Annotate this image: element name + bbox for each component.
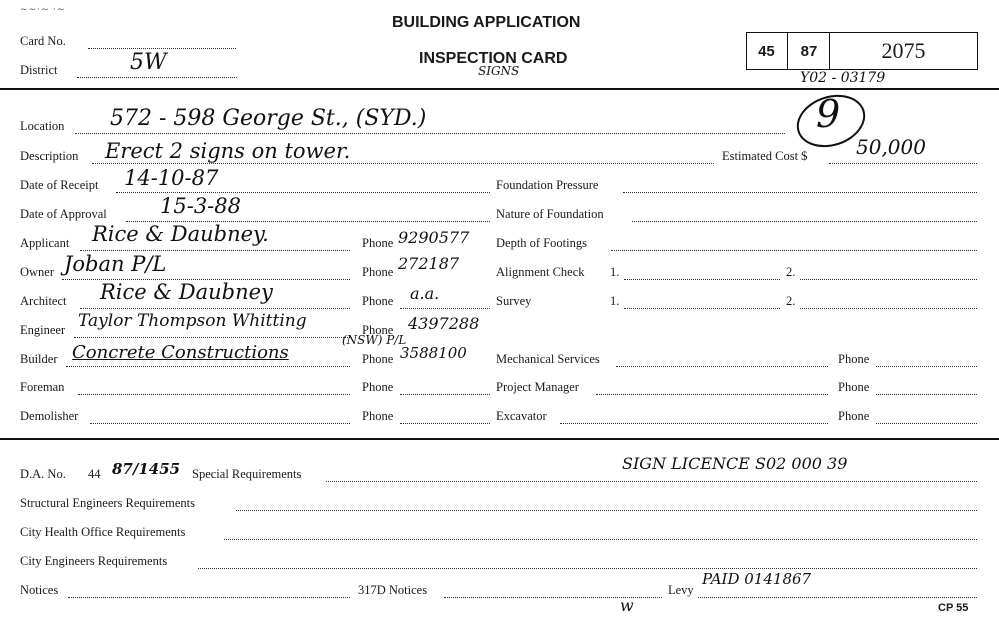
form-subtitle: INSPECTION CARD bbox=[419, 50, 568, 67]
district-value: 5W bbox=[130, 50, 167, 75]
builder-value: Concrete Constructions bbox=[72, 342, 289, 363]
card-box-a-value: 45 bbox=[758, 42, 775, 60]
foundation-pressure-label: Foundation Pressure bbox=[496, 178, 599, 192]
date-approval-value: 15-3-88 bbox=[160, 194, 241, 218]
alignment-opt1: 1. bbox=[610, 265, 620, 279]
alignment-opt1-line bbox=[624, 279, 780, 280]
card-box-number bbox=[829, 33, 977, 69]
structural-label: Structural Engineers Requirements bbox=[20, 496, 195, 510]
city-engineers-line bbox=[198, 568, 977, 569]
foreman-line bbox=[78, 394, 350, 395]
special-requirements-value: SIGN LICENCE S02 000 39 bbox=[622, 454, 848, 473]
architect-phone-label: Phone bbox=[362, 294, 394, 308]
notices-317d-label: 317D Notices bbox=[358, 583, 428, 597]
city-engineers-label: City Engineers Requirements bbox=[20, 554, 168, 568]
card-no-line bbox=[88, 48, 236, 49]
builder-phone-label: Phone bbox=[362, 352, 394, 366]
applicant-label: Applicant bbox=[20, 236, 70, 250]
excavator-phone-label: Phone bbox=[838, 409, 870, 423]
excavator-phone-line bbox=[876, 423, 977, 424]
survey-opt2-line bbox=[800, 308, 977, 309]
applicant-line bbox=[80, 250, 350, 251]
card-number-box bbox=[746, 32, 978, 70]
header-divider bbox=[0, 88, 999, 90]
district-line bbox=[77, 77, 237, 78]
builder-label: Builder bbox=[20, 352, 58, 366]
engineer-label: Engineer bbox=[20, 323, 66, 337]
mechanical-label: Mechanical Services bbox=[496, 352, 600, 366]
engineer-phone-value: 4397288 bbox=[408, 314, 480, 333]
levy-line bbox=[698, 597, 977, 598]
card-box-a bbox=[745, 33, 787, 69]
builder-phone-value: 3588100 bbox=[400, 344, 467, 362]
health-line bbox=[224, 539, 977, 540]
architect-phone-value: a.a. bbox=[410, 284, 440, 303]
reference-note: Y02 - 03179 bbox=[800, 70, 886, 86]
date-receipt-value: 14-10-87 bbox=[124, 166, 219, 190]
special-requirements-line bbox=[326, 481, 977, 482]
notices-label: Notices bbox=[20, 583, 59, 597]
architect-phone-line bbox=[400, 308, 490, 309]
description-line bbox=[92, 163, 714, 164]
architect-label: Architect bbox=[20, 294, 67, 308]
circled-number-value: 9 bbox=[816, 92, 841, 136]
health-label: City Health Office Requirements bbox=[20, 525, 186, 539]
project-manager-label: Project Manager bbox=[496, 380, 579, 394]
alignment-opt2: 2. bbox=[786, 265, 796, 279]
description-value: Erect 2 signs on tower. bbox=[105, 139, 351, 163]
architect-line bbox=[80, 308, 350, 309]
district-label: District bbox=[20, 63, 58, 77]
applicant-phone-value: 9290577 bbox=[398, 228, 470, 247]
project-manager-line bbox=[596, 394, 828, 395]
foreman-phone-line bbox=[400, 394, 490, 395]
mechanical-phone-line bbox=[876, 366, 977, 367]
signs-note: SIGNS bbox=[478, 64, 520, 78]
location-line bbox=[75, 133, 785, 134]
engineer-line bbox=[74, 337, 350, 338]
description-label: Description bbox=[20, 149, 79, 163]
notices-line bbox=[68, 597, 350, 598]
card-no-label: Card No. bbox=[20, 34, 66, 48]
date-approval-label: Date of Approval bbox=[20, 207, 107, 221]
levy-value: PAID 0141867 bbox=[702, 570, 812, 588]
applicant-phone-label: Phone bbox=[362, 236, 394, 250]
depth-footings-line bbox=[611, 250, 977, 251]
excavator-line bbox=[560, 423, 828, 424]
engineer-value: Taylor Thompson Whitting bbox=[78, 311, 307, 331]
alignment-opt2-line bbox=[800, 279, 977, 280]
demolisher-label: Demolisher bbox=[20, 409, 79, 423]
estimated-cost-label: Estimated Cost $ bbox=[722, 149, 808, 163]
owner-value: Joban P/L bbox=[64, 252, 167, 276]
nature-foundation-line bbox=[632, 221, 977, 222]
project-manager-phone-line bbox=[876, 394, 977, 395]
survey-label: Survey bbox=[496, 294, 532, 308]
foreman-label: Foreman bbox=[20, 380, 65, 394]
location-value: 572 - 598 George St., (SYD.) bbox=[110, 106, 427, 131]
estimated-cost-line bbox=[829, 163, 977, 164]
levy-label: Levy bbox=[668, 583, 694, 597]
location-label: Location bbox=[20, 119, 65, 133]
nature-foundation-label: Nature of Foundation bbox=[496, 207, 604, 221]
demolisher-phone-label: Phone bbox=[362, 409, 394, 423]
engineer-phone-label: Phone bbox=[362, 323, 394, 337]
special-requirements-label: Special Requirements bbox=[192, 467, 302, 481]
footer-initials: w bbox=[620, 596, 634, 615]
foundation-pressure-line bbox=[623, 192, 977, 193]
form-title: BUILDING APPLICATION bbox=[392, 14, 581, 31]
engineer-note: (NSW) P/L bbox=[342, 333, 407, 347]
estimated-cost-value: 50,000 bbox=[856, 135, 926, 159]
section-divider bbox=[0, 438, 999, 440]
survey-opt2: 2. bbox=[786, 294, 796, 308]
owner-phone-value: 272187 bbox=[398, 254, 460, 273]
survey-opt1-line bbox=[624, 308, 780, 309]
applicant-value: Rice & Daubney. bbox=[92, 222, 269, 246]
mechanical-line bbox=[616, 366, 828, 367]
card-number-value: 2075 bbox=[881, 38, 926, 63]
survey-opt1: 1. bbox=[610, 294, 620, 308]
excavator-label: Excavator bbox=[496, 409, 547, 423]
da-value: 87/1455 bbox=[112, 460, 181, 478]
demolisher-phone-line bbox=[400, 423, 490, 424]
header-scribble: ∼∼·∼ ·∼ bbox=[20, 4, 66, 14]
depth-footings-label: Depth of Footings bbox=[496, 236, 587, 250]
foreman-phone-label: Phone bbox=[362, 380, 394, 394]
da-label: D.A. No. bbox=[20, 467, 66, 481]
card-box-b-value: 87 bbox=[800, 42, 818, 60]
card-box-b bbox=[787, 33, 830, 69]
owner-label: Owner bbox=[20, 265, 55, 279]
owner-phone-label: Phone bbox=[362, 265, 394, 279]
date-receipt-line bbox=[116, 192, 490, 193]
demolisher-line bbox=[90, 423, 350, 424]
mechanical-phone-label: Phone bbox=[838, 352, 870, 366]
builder-line bbox=[66, 366, 350, 367]
date-receipt-label: Date of Receipt bbox=[20, 178, 99, 192]
project-manager-phone-label: Phone bbox=[838, 380, 870, 394]
da-prefix: 44 bbox=[88, 467, 101, 481]
structural-line bbox=[236, 510, 977, 511]
form-code: CP 55 bbox=[938, 602, 969, 614]
alignment-label: Alignment Check bbox=[496, 265, 585, 279]
architect-value: Rice & Daubney bbox=[100, 280, 273, 304]
